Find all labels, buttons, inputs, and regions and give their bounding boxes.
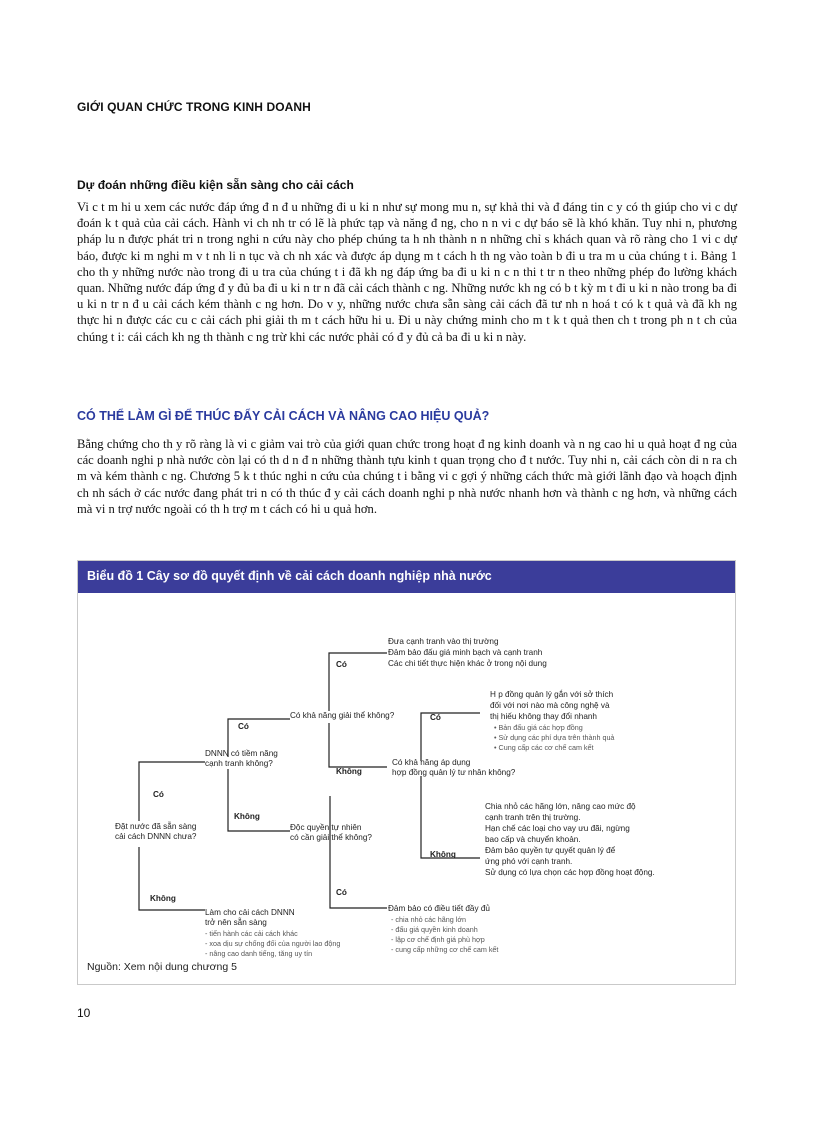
svg-text:- cung cấp những cơ chế cam kế: - cung cấp những cơ chế cam kết (391, 945, 499, 954)
body-paragraph-1: Vi c t m hi u xem các nước đáp ứng đ n đ u những đi u ki n như sự mong mu n, sự khả thi và đ đáng tin c y có th giúp cho vi c dự đoán k t quả của cải cách. Hành vi ch nh tr có lẽ là phức tạp và năng đ ng, cho n n vi c dự báo sẽ là khó khăn. Tuy nhi n, phương pháp lu n được phát tri n trong nghi n cứu này cho phép chúng ta h nh thành n n những chỉ s khách quan và rõ ràng cho 1 vi c dự báo, được ki m nghi m v t nh li n tục và ch nh xác và được áp dụng m t cách h th ng vào toàn b đi u tra m u của chúng t i. Bảng 1 cho th y những nước nào trong đi u tra của chúng t i đã kh ng đáp ứng ba đi u ki n c n thi t tr n theo những phép đo lường khách quan. Những nước đáp ứng đ y đủ ba đi u ki n tr n đã cải cách thành c ng. Những nước kh ng có b t kỳ m t đi u ki n nào trong ba đi u ki n tr n đ u cải cách kém thành c ng hơn. Do v y, những nước chưa sẵn sàng cải cách đã tư nh n hoá t có k t quả và đã kh ng thực hi n được các cu c cải cách phi giải th m t cách hữu hi u. Đi u này chứng minh cho m t k t quả then ch t trong ph n t ch của chúng t i: cái cách kh ng th thành c ng trừ khi các nước phải có đ y đủ cả ba đi u ki n này. (77, 200, 737, 344)
svg-text:Có khả năng áp dụng: Có khả năng áp dụng (392, 758, 471, 767)
svg-text:trở nên sẵn sàng: trở nên sẵn sàng (205, 918, 267, 927)
outcome-contract (490, 689, 614, 752)
node-make-ready (205, 908, 295, 927)
svg-text:đối với nơi nào mà công nghệ v: đối với nơi nào mà công nghệ và (490, 701, 610, 710)
svg-text:• Bản đấu giá các hợp đồng: • Bản đấu giá các hợp đồng (494, 723, 583, 732)
line-competitive-no (228, 769, 290, 831)
svg-text:- xoa dịu sự chống đối của ngư: - xoa dịu sự chống đối của người lao động (205, 939, 341, 948)
body-paragraph-2: Bằng chứng cho th y rõ ràng là vi c giảm vai trò của giới quan chức trong hoạt đ ng kinh doanh và n ng cao hi u quả hoạt đ ng của các doanh nghi p nhà nước còn lại có th d n đ n những thành tựu kinh t quan trọng cho đ t nước. Tuy nhi n, cải cách còn di n ra ch m và kém thành c ng. Chương 5 k t thúc nghi n cứu của chúng t i bằng vi c gợi ý những cách thức mà giới lãnh đạo và hoạch định ch nh sách ở các nước đang phát tri n có th thúc đ y cải cách doanh nghi p nhà nước nhanh hơn và thành c ng hơn, và những cách mà vi n trợ nước ngoài có th h trợ m t cách có hi u quả hơn. (77, 437, 737, 516)
line-monopoly-yes (330, 836, 387, 908)
svg-text:Đặt nước đã sẵn sàng: Đặt nước đã sẵn sàng (115, 822, 197, 831)
label-monopoly-yes: Có (336, 888, 347, 897)
svg-text:bao cấp và chuyển khoản.: bao cấp và chuyển khoản. (485, 835, 581, 844)
svg-text:Đưa cạnh tranh vào thị trường: Đưa cạnh tranh vào thị trường (388, 637, 499, 646)
label-divest-yes: Có (336, 660, 347, 669)
label-contract-yes: Có (430, 713, 441, 722)
label-competitive-yes: Có (238, 722, 249, 731)
svg-text:Đảm bảo có điều tiết đầy đủ: Đảm bảo có điều tiết đầy đủ (388, 904, 490, 913)
figure-title: Biểu đồ 1 Cây sơ đồ quyết định về cải cách doanh nghiệp nhà nước (87, 569, 492, 583)
svg-text:H p đồng quản lý gắn với sở th: H p đồng quản lý gắn với sở thích (490, 690, 614, 699)
svg-text:• Sử dụng các phí dựa trên thà: • Sử dụng các phí dựa trên thành quả (494, 733, 615, 742)
node-competitive (205, 749, 278, 768)
node-root (115, 821, 197, 841)
svg-text:Đảm bảo đấu giá minh bạch và c: Đảm bảo đấu giá minh bạch và cạnh tranh (388, 648, 543, 657)
svg-text:- đấu giá quyền kinh doanh: - đấu giá quyền kinh doanh (391, 925, 478, 934)
label-divest-no: Không (336, 767, 362, 776)
tree-lines (139, 653, 480, 910)
svg-text:Đảm bảo quyền tự quyết quản lý: Đảm bảo quyền tự quyết quản lý để (485, 846, 616, 855)
figure-title-bar (78, 561, 735, 593)
label-root-no: Không (150, 894, 176, 903)
svg-text:DNNN có tiềm năng: DNNN có tiềm năng (205, 749, 278, 758)
outcome-regulate (388, 904, 498, 954)
figure-box (77, 560, 736, 985)
svg-text:- chia nhỏ các hãng lớn: - chia nhỏ các hãng lớn (391, 915, 467, 924)
svg-text:cải cách DNNN chưa?: cải cách DNNN chưa? (115, 832, 197, 841)
label-contract-no: Không (430, 850, 456, 859)
svg-text:- lập cơ chế định giá phù hợp: - lập cơ chế định giá phù hợp (391, 935, 485, 944)
svg-text:cạnh tranh không?: cạnh tranh không? (205, 759, 273, 768)
outcome-restructure (485, 802, 655, 877)
node-divest: Có khả năng giải thể không? (290, 711, 395, 720)
label-competitive-no: Không (234, 812, 260, 821)
svg-text:có cần giải thể không?: có cần giải thể không? (290, 833, 372, 842)
outcome-divest (388, 637, 547, 668)
svg-text:Hạn chế các loại cho vay ưu đã: Hạn chế các loại cho vay ưu đãi, ngừng (485, 824, 630, 833)
svg-text:hợp đồng quản lý tư nhân không: hợp đồng quản lý tư nhân không? (392, 768, 516, 777)
svg-text:thị hiếu không thay đổi nhanh: thị hiếu không thay đổi nhanh (490, 712, 597, 721)
node-monopoly (290, 823, 372, 842)
figure-source: Nguồn: Xem nội dung chương 5 (87, 961, 237, 973)
line-contract-no (421, 776, 480, 858)
svg-text:Độc quyền tự nhiên: Độc quyền tự nhiên (290, 823, 362, 832)
line-root-yes (139, 762, 205, 821)
svg-text:Chia nhỏ các hãng lớn, nâng ca: Chia nhỏ các hãng lớn, nâng cao mức độ (485, 802, 636, 811)
sub-heading: Dự đoán những điều kiện sẵn sàng cho cải cách (77, 178, 354, 192)
page-header: GIỚI QUAN CHỨC TRONG KINH DOANH (77, 100, 311, 114)
section-heading: CÓ THỂ LÀM GÌ ĐỂ THÚC ĐẨY CẢI CÁCH VÀ NÂNG CAO HIỆU QUẢ? (77, 409, 490, 423)
svg-text:Sử dụng có lựa chọn các hợp đồ: Sử dụng có lựa chọn các hợp đồng hoạt động. (485, 868, 655, 877)
outcome-make-ready (205, 929, 340, 958)
svg-text:cạnh tranh trên thị trường.: cạnh tranh trên thị trường. (485, 813, 581, 822)
svg-text:Các chi tiết thực hiện khác ở: Các chi tiết thực hiện khác ở trong nội dung (388, 659, 547, 668)
svg-text:ứng phó với cạnh tranh.: ứng phó với cạnh tranh. (485, 857, 573, 866)
line-divest-no (329, 723, 387, 767)
page-number: 10 (77, 1006, 91, 1020)
svg-text:Làm cho cải cách DNNN: Làm cho cải cách DNNN (205, 908, 295, 917)
svg-text:• Cung cấp các cơ chế cam kết: • Cung cấp các cơ chế cam kết (494, 743, 594, 752)
decision-tree (78, 593, 735, 958)
svg-text:- nâng cao danh tiếng, tăng uy: - nâng cao danh tiếng, tăng uy tín (205, 949, 313, 958)
node-contract (392, 758, 516, 777)
svg-text:- tiến hành các cải cách khác: - tiến hành các cải cách khác (205, 929, 298, 938)
label-root-yes: Có (153, 790, 164, 799)
